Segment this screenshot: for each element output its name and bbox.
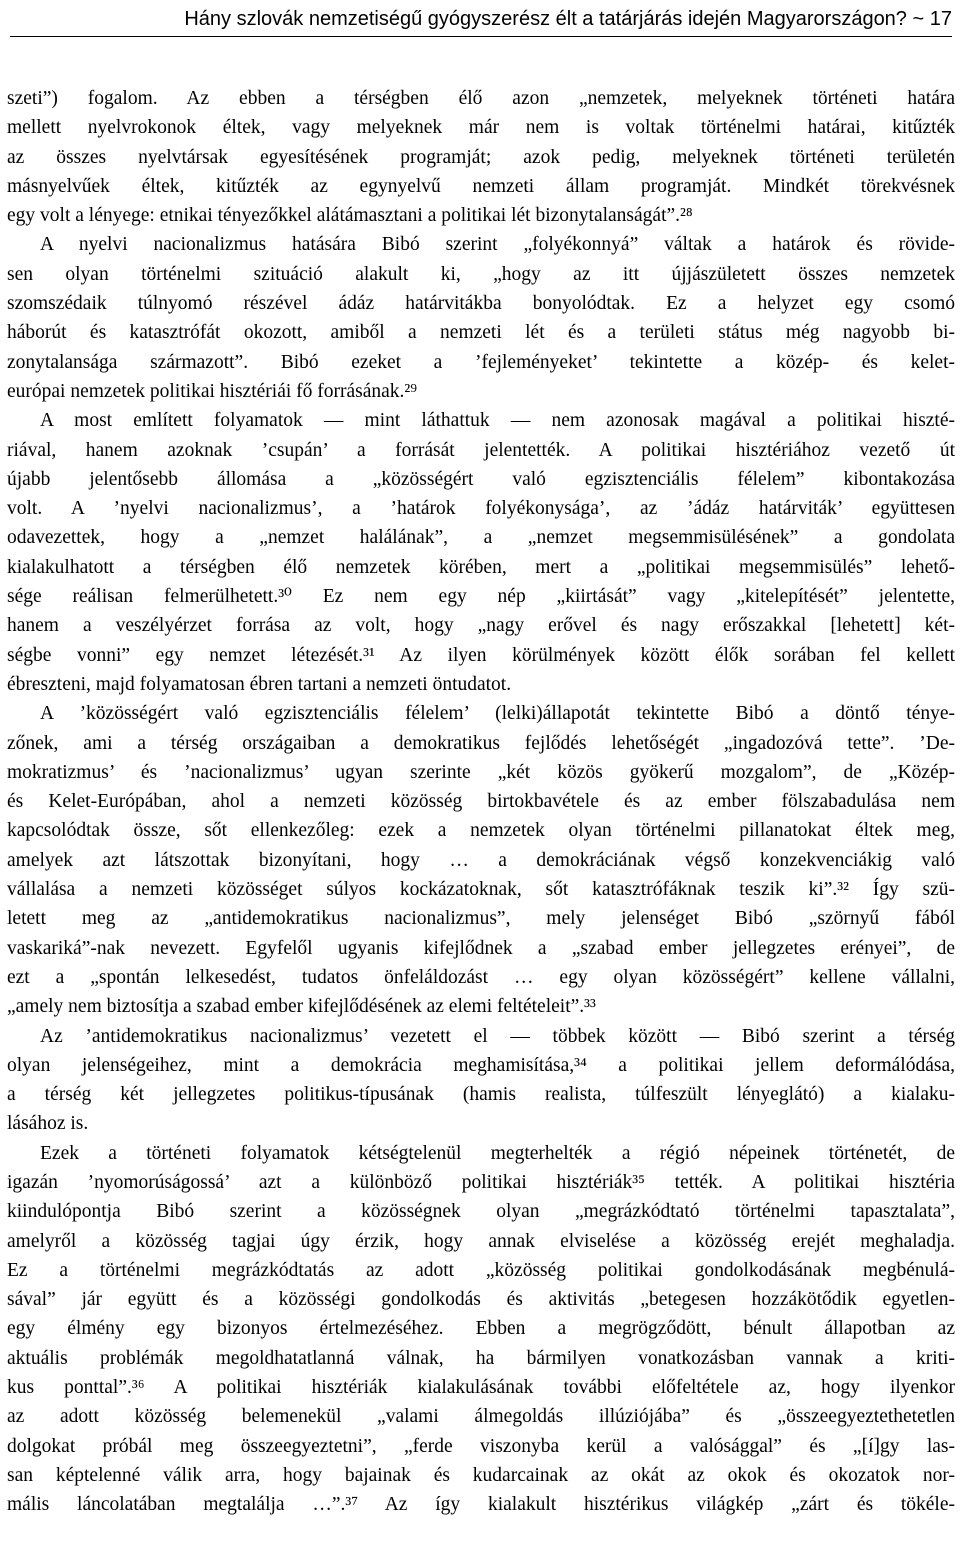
text-line: Ez a történelmi megrázkódtatás az adott „közösség politikai gondolkodásának megbénulá- xyxy=(7,1259,955,1281)
text-line: dolgokat próbál meg összeegyeztetni”, „ferde viszonyba kerül a valósággal” és „[í]gy las- xyxy=(7,1435,955,1457)
text-line: kus ponttal”.³⁶ A politikai hisztériák kialakulásának további előfeltétele az, hogy ilyenkor xyxy=(7,1377,955,1399)
text-line: sége reálisan felmerülhetett.³⁰ Ez nem egy nép „kiirtását” vagy „kitelepítését” jelentette, xyxy=(7,586,955,608)
text-line: A most említett folyamatok ― mint láthattuk ― nem azonosak magával a politikai hiszté- xyxy=(40,410,955,432)
text-line: háborút és katasztrófát okozott, amiből a nemzeti lét és a területi státus még nagyobb bi- xyxy=(7,322,955,344)
page-number: 17 xyxy=(929,8,952,30)
text-line: kapcsolódtak össze, sőt ellenkezőleg: ezek a nemzetek olyan történelmi pillanatokat éltek meg, xyxy=(7,820,955,842)
text-line: ébreszteni, majd folyamatosan ébren tartani a nemzeti öntudatot. xyxy=(7,673,512,695)
text-line: kialakulhatott a térségben élő nemzetek körében, mert a „politikai megsemmisülés” lehető- xyxy=(7,556,955,578)
text-line: mális láncolatában megtalálja …”.³⁷ Az így kialakult hisztérikus világkép „zárt és tökéle- xyxy=(7,1494,955,1516)
text-line: kiindulópontja Bibó szerint a közösségnek olyan „megrázkódtató történelmi tapasztalata”, xyxy=(7,1201,955,1223)
text-line: egy élmény egy bizonyos értelmezéséhez. Ebben a megrögződött, bénult állapotban az xyxy=(7,1318,955,1340)
text-line: mellett nyelvrokonok éltek, vagy melyeknek már nem is voltak történelmi határai, kitűzték xyxy=(7,117,955,139)
text-line: európai nemzetek politikai hisztériái fő forrásának.²⁹ xyxy=(7,380,418,402)
text-line: ezt a „spontán lelkesedést, tudatos önfeláldozást … egy olyan közösségért” kellene vállalni, xyxy=(7,966,955,988)
text-line: Ezek a történeti folyamatok kétségtelenül megterhelték a régió népeinek történetét, de xyxy=(40,1142,955,1164)
text-line: volt. A ’nyelvi nacionalizmus’, a ’határok folyékonysága’, az ’ádáz határviták’ együttesen xyxy=(7,498,955,520)
text-line: aktuális problémák megoldhatatlanná válnak, ha bármilyen vonatkozásban vannak a kriti- xyxy=(7,1347,955,1369)
text-line: amelyek azt látszottak bizonyítani, hogy … a demokráciának végső konzekvenciákig való xyxy=(7,849,955,871)
text-line: újabb jelentősebb állomása a „közösségért való egzisztenciális félelem” kibontakozása xyxy=(7,468,955,490)
text-line: hanem a veszélyérzet forrása az volt, hogy „nagy erővel és nagy erőszakkal [lehetett] két- xyxy=(7,615,955,637)
text-line: ségbe vonni” egy nemzet létezését.³¹ Az ilyen körülmények között élők sorában fel kellett xyxy=(7,644,955,666)
text-line: amelyről a közösség tagjai úgy érzik, hogy annak elviselése a közösség erejét meghaladja. xyxy=(7,1230,955,1252)
header-separator: ~ xyxy=(912,8,925,30)
text-line: olyan jelenségeihez, mint a demokrácia meghamisítása,³⁴ a politikai jellem deformálódása, xyxy=(7,1054,955,1076)
text-line: odavezettek, hogy a „nemzet halálának”, a „nemzet megsemmisülésének” a gondolata xyxy=(7,527,955,549)
text-line: egy volt a lényege: etnikai tényezőkkel alátámasztani a politikai lét bizonytalanságát”.²⁸ xyxy=(7,205,693,227)
text-line: „amely nem biztosítja a szabad ember kifejlődésének az elemi feltételeit”.³³ xyxy=(7,996,596,1018)
text-line: vaskariká”-nak nevezett. Egyfelől ugyanis kifejlődnek a „szabad ember jellegzetes erényei”, de xyxy=(7,937,955,959)
text-line: másnyelvűek éltek, kitűzték az egynyelvű nemzeti állam programját. Mindkét törekvésnek xyxy=(7,175,955,197)
text-line: vállalása a nemzeti közösséget súlyos kockázatoknak, sőt katasztrófáknak teszik ki”.³² Így szü- xyxy=(7,879,955,901)
text-line: lásához is. xyxy=(7,1113,89,1135)
text-line: A nyelvi nacionalizmus hatására Bibó szerint „folyékonnyá” váltak a határok és rövide- xyxy=(40,234,955,256)
text-line: sával” jár együtt és a közösségi gondolkodás és aktivitás „betegesen hozzákötődik egyetlen- xyxy=(7,1289,955,1311)
text-line: szeti”) fogalom. Az ebben a térségben élő azon „nemzetek, melyeknek történeti határa xyxy=(7,88,955,109)
text-line: letett meg az „antidemokratikus nacionalizmus”, mely jelenséget Bibó „szörnyű fából xyxy=(7,908,955,930)
text-line: zőnek, ami a térség országaiban a demokratikus fejlődés lehetőségét „ingadozóvá tette”. ’De- xyxy=(7,732,955,754)
text-line: mokratizmus’ és ’nacionalizmus’ ugyan szerinte „két közös gyökerű mozgalom”, de „Közép- xyxy=(7,761,955,783)
text-line: a térség két jellegzetes politikus-típusának (hamis realista, túlfeszült lényeglátó) a kialaku- xyxy=(7,1084,955,1106)
text-line: A ’közösségért való egzisztenciális félelem’ (lelki)állapotát tekintette Bibó a döntő ténye- xyxy=(40,703,955,725)
text-line: szomszédaik túlnyomó részével ádáz határvitákba bonyolódtak. Ez a helyzet egy csomó xyxy=(7,293,955,315)
body-text xyxy=(7,84,955,1520)
text-line: sen olyan történelmi szituáció alakult ki, „hogy az itt újjászületett összes nemzetek xyxy=(7,263,955,285)
text-line: riával, hanem azoknak ’csupán’ a forrását jelentették. A politikai hisztériához vezető út xyxy=(7,439,955,461)
text-line: az összes nyelvtársak egyesítésének programját; azok pedig, melyeknek történeti területén xyxy=(7,146,955,168)
text-line: zonytalansága származott”. Bibó ezeket a ’fejleményeket’ tekintette a közép- és kelet- xyxy=(7,351,955,373)
header-title: Hány szlovák nemzetiségű gyógyszerész élt a tatárjárás idején Magyarországon? xyxy=(184,8,907,30)
text-line: igazán ’nyomorúságossá’ azt a különböző politikai hisztériák³⁵ tették. A politikai hisztéria xyxy=(7,1171,955,1193)
running-header xyxy=(10,5,952,37)
text-line: Az ’antidemokratikus nacionalizmus’ vezetett el ― többek között ― Bibó szerint a térség xyxy=(40,1025,955,1047)
text-line: san képtelenné válik arra, hogy bajainak és kudarcainak az okát az okok és okozatok nor- xyxy=(7,1464,955,1486)
text-line: és Kelet-Európában, ahol a nemzeti közösség birtokbavétele és az ember fölszabadulása nem xyxy=(7,791,955,813)
text-line: az adott közösség belemenekül „valami álmegoldás illúziójába” és „összeegyeztethetetlen xyxy=(7,1406,955,1428)
